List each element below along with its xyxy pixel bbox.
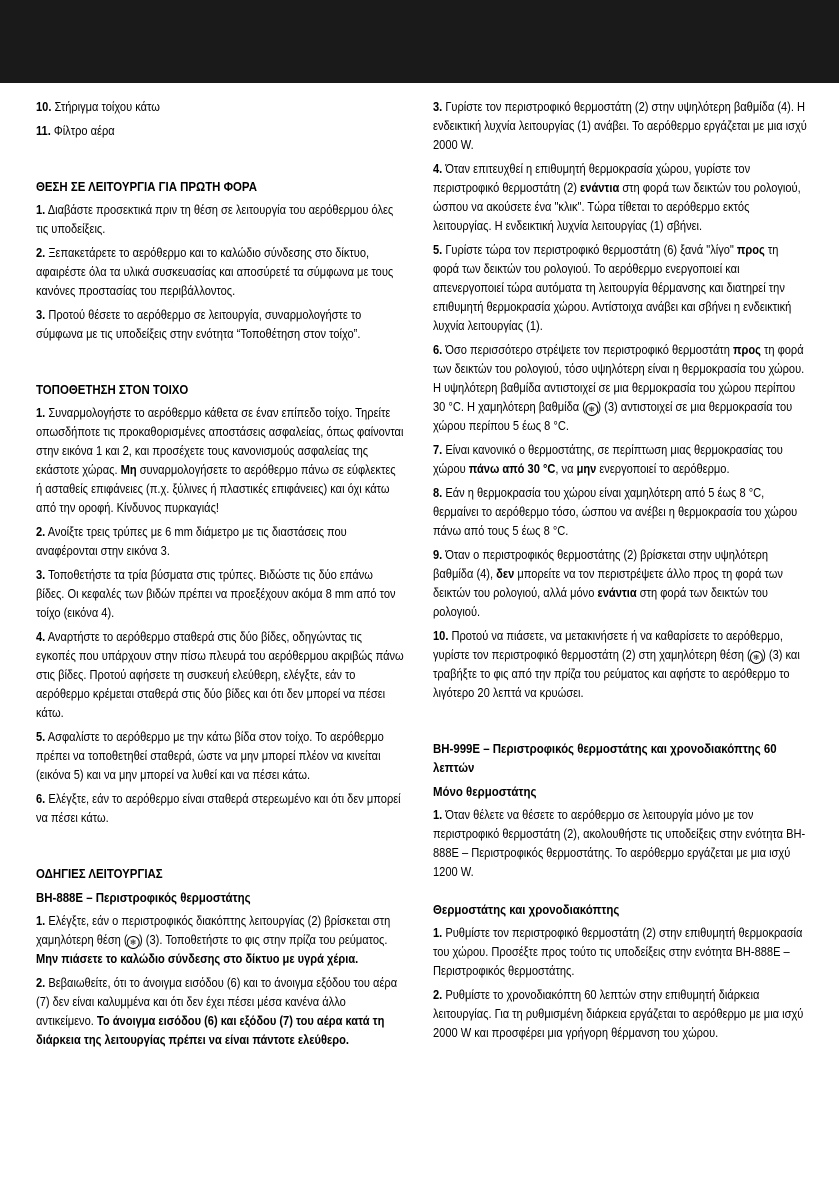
frost-symbol-icon: ❄ [127, 936, 140, 949]
operation-heading: ΟΔΗΓΙΕΣ ΛΕΙΤΟΥΡΓΙΑΣ [36, 866, 163, 881]
parts-item-10: 10. Στήριγμα τοίχου κάτω [36, 100, 160, 114]
wall-mount-heading: ΤΟΠΟΘΕΤΗΣΗ ΣΤΟΝ ΤΟΙΧΟ [36, 382, 189, 397]
frost-symbol-icon: ❄ [585, 403, 598, 416]
right-column [433, 98, 807, 1043]
operation-step-7: 7. Είναι κανονικό ο θερμοστάτης, σε περίπτωση μιας θερμοκρασίας του χώρου πάνω από 30 °C, να μην ενεργοποιεί το αερόθερμο. [433, 443, 783, 476]
bh888e-subheading: BH-888E – Περιστροφικός θερμοστάτης [36, 890, 251, 905]
operation-step-10: 10. Προτού να πιάσετε, να μετακινήσετε ή να καθαρίσετε το αερόθερμο, γυρίστε τον περιστροφικό θερμοστάτη (2) στη χαμηλότερη θέση ( ❄ ) (3) και τραβήξτε το φις από την πρίζα του ρεύματος και αφήστε το αερόθερμο το λιγότερο 20 λεπτά να κρυώσει. [433, 629, 800, 700]
wall-mount-step-5: 5. Ασφαλίστε το αερόθερμο με την κάτω βίδα στον τοίχο. Το αερόθερμο πρέπει να τοποθετηθεί σταθερά, ώστε να μην μπορεί πλέον να κινείται (εικόνα 5) και να μην μπορεί να λυθεί και να πέσει κάτω. [36, 730, 384, 782]
first-use-step-1: 1. Διαβάστε προσεκτικά πριν τη θέση σε λειτουργία του αερόθερμου όλες τις υποδείξεις. [36, 203, 394, 236]
operation-step-3: 3. Γυρίστε τον περιστροφικό θερμοστάτη (2) στην υψηλότερη βαθμίδα (4). Η ενδεικτική λυχνία λειτουργίας (1) ανάβει. Το αερόθερμο εργάζεται με μια ισχύ 2000 W. [433, 100, 807, 152]
wall-mount-step-1: 1. Συναρμολογήστε το αερόθερμο κάθετα σε έναν επίπεδο τοίχο. Τηρείτε οπωσδήποτε τις προκαθορισμένες αποστάσεις ασφαλείας, όπως φαίνονται στην εικόνα 1 και 2, και προσέχετε τους κανονισμούς ασφαλείας της εκάστοτε χώρας. Μη συναρμολογήσετε το αερόθερμο πάνω σε εύφλεκτες ή ασταθείς επιφάνειες (π.χ. ξύλινες ή πλαστικές επιφάνειες) και όχι κάτω από την οροφή. Κίνδυνος πυρκαγιάς! [36, 406, 404, 515]
first-use-heading: ΘΕΣΗ ΣΕ ΛΕΙΤΟΥΡΓΙΑ ΓΙΑ ΠΡΩΤΗ ΦΟΡΑ [36, 179, 257, 194]
operation-step-1: 1. Ελέγξτε, εάν ο περιστροφικός διακόπτης λειτουργίας (2) βρίσκεται στη χαμηλότερη θέση ( ❄ ) (3). Τοποθετήστε το φις στην πρίζα του ρεύματος. Μην πιάσετε το καλώδιο σύνδεσης στο δίκτυο με υγρά χέρια. [36, 914, 391, 966]
operation-step-5: 5. Γυρίστε τώρα τον περιστροφικό θερμοστάτη (6) ξανά "λίγο" προς τη φορά των δεικτών του ρολογιού. Το αερόθερμο ενεργοποιεί και απενεργοποιεί τώρα αυτόματα τη λειτουργία θέρμανσης και διατηρεί την επιθυμητή θερμοκρασία χώρου. Αντίστοιχα ανάβει και σβήνει η ενδεικτική λυχνία λειτουργίας (1). [433, 243, 792, 333]
wall-mount-step-2: 2. Ανοίξτε τρεις τρύπες με 6 mm διάμετρο με τις διαστάσεις που αναφέρονται στην εικόνα 3. [36, 525, 347, 558]
operation-step-4: 4. Όταν επιτευχθεί η επιθυμητή θερμοκρασία χώρου, γυρίστε τον περιστροφικό θερμοστάτη (2) ενάντια στη φορά των δεικτών του ρολογιού, ώσπου να ακούσετε ένα "κλικ". Τώρα τίθεται το αερόθερμο εκτός λειτουργίας. Η ενδεικτική λυχνία λειτουργίας (1) σβήνει. [433, 162, 801, 233]
parts-item-11: 11. Φίλτρο αέρα [36, 124, 115, 138]
thermostat-only-subheading: Μόνο θερμοστάτης [433, 784, 537, 799]
thermostat-timer-step-1: 1. Ρυθμίστε τον περιστροφικό θερμοστάτη (2) στην επιθυμητή θερμοκρασία του χώρου. Προσέξτε προς τούτο τις υποδείξεις στην ενότητα BH-888E – Περιστροφικός θερμοστάτης. [433, 926, 803, 978]
operation-step-8: 8. Εάν η θερμοκρασία του χώρου είναι χαμηλότερη από 5 έως 8 °C, θερμαίνει το αερόθερμο τόσο, ώσπου να ανέβει η θερμοκρασία του χώρου πάνω από τους 5 έως 8 °C. [433, 486, 798, 538]
operation-step-6: 6. Όσο περισσότερο στρέψετε τον περιστροφικό θερμοστάτη προς τη φορά των δεικτών του ρολογιού, τόσο υψηλότερη είναι η θερμοκρασία του χώρου. Η υψηλότερη βαθμίδα αντιστοιχεί σε μια θερμοκρασία του χώρου περίπου 30 °C. Η χαμηλότερη βαθμίδα ( ❄ ) (3) αντιστοιχεί σε μια θερμοκρασία του χώρου περίπου 5 έως 8 °C. [433, 343, 805, 433]
first-use-step-2: 2. Ξεπακετάρετε το αερόθερμο και το καλώδιο σύνδεσης στο δίκτυο, αφαιρέστε όλα τα υλικά συσκευασίας και αποσύρετέ τα σύμφωνα με τους κανόνες προστασίας του περιβάλλοντος. [36, 246, 394, 298]
wall-mount-step-3: 3. Τοποθετήστε τα τρία βύσματα στις τρύπες. Βιδώστε τις δύο επάνω βίδες. Οι κεφαλές των βιδών πρέπει να προεξέχουν ακόμα 8 mm από τον τοίχο (εικόνα 4). [36, 568, 396, 620]
frost-symbol-icon: ❄ [750, 651, 763, 664]
first-use-step-3: 3. Προτού θέσετε το αερόθερμο σε λειτουργία, συναρμολογήστε το σύμφωνα με τις υποδείξεις στην ενότητα “Τοποθέτηση στον τοίχο”. [36, 308, 362, 341]
header-bar [0, 0, 839, 83]
wall-mount-step-6: 6. Ελέγξτε, εάν το αερόθερμο είναι σταθερά στερεωμένο και ότι δεν μπορεί να πέσει κάτω. [36, 792, 401, 825]
operation-step-9: 9. Όταν ο περιστροφικός θερμοστάτης (2) βρίσκεται στην υψηλότερη βαθμίδα (4), δεν μπορείτε να τον περιστρέψετε άλλο προς τη φορά των δεικτών του ρολογιού, αλλά μόνο ενάντια στη φορά των δεικτών του ρολογιού. [433, 548, 783, 619]
thermostat-timer-subheading: Θερμοστάτης και χρονοδιακόπτης [433, 902, 620, 917]
operation-step-2: 2. Βεβαιωθείτε, ότι το άνοιγμα εισόδου (6) και το άνοιγμα εξόδου του αέρα (7) δεν είναι καλυμμένα και ότι δεν έχει πέσει μέσα κανένα άλλο αντικείμενο. Το άνοιγμα εισόδου (6) και εξόδου (7) του αέρα κατά τη διάρκεια της λειτουργίας πρέπει να είναι πάντοτε ελεύθερο. [36, 976, 398, 1047]
left-column [36, 98, 404, 1050]
wall-mount-step-4: 4. Αναρτήστε το αερόθερμο σταθερά στις δύο βίδες, οδηγώντας τις εγκοπές που υπάρχουν στην πίσω πλευρά του αερόθερμου ακριβώς πάνω στις βίδες. Προτού αφήσετε τη συσκευή ελεύθερη, ελέγξτε, εάν το αερόθερμο κρέμεται σταθερά στις δύο βίδες και ότι δεν μπορεί να πέσει κάτω. [36, 630, 404, 720]
thermostat-only-step-1: 1. Όταν θέλετε να θέσετε το αερόθερμο σε λειτουργία μόνο με τον περιστροφικό θερμοστάτη (2), ακολουθήστε τις υποδείξεις στην ενότητα BH-888E – Περιστροφικός θερμοστάτης. Το αερόθερμο εργάζεται με μια ισχύ 1200 W. [433, 808, 806, 879]
bh999e-heading: BH-999E – Περιστροφικός θερμοστάτης και χρονοδιακόπτης 60 λεπτών [433, 741, 777, 775]
thermostat-timer-step-2: 2. Ρυθμίστε το χρονοδιακόπτη 60 λεπτών στην επιθυμητή διάρκεια λειτουργίας. Για τη ρυθμισμένη διάρκεια εργάζεται το αερόθερμο με μια ισχύ 2000 W και προσφέρει μια γρήγορη θέρμανση του χώρου. [433, 988, 804, 1040]
